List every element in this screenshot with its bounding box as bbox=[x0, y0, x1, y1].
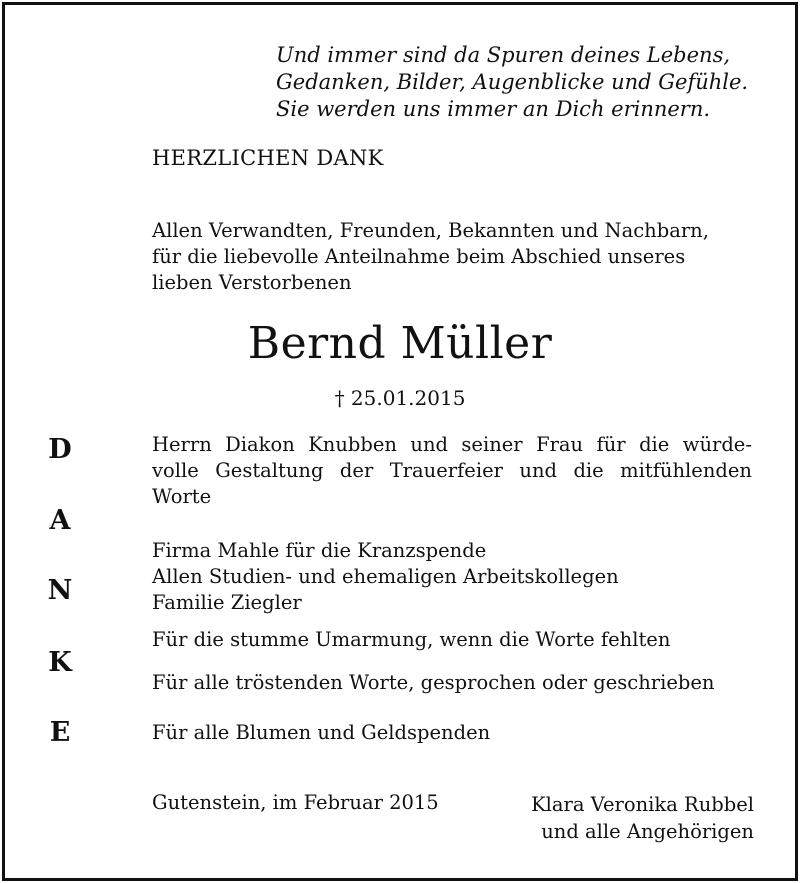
word: Knubben bbox=[308, 433, 397, 456]
word: der bbox=[339, 459, 374, 482]
thanks-diakon-line-2 bbox=[152, 458, 752, 484]
word: für bbox=[596, 433, 626, 456]
intro-text bbox=[152, 218, 752, 296]
side-letter-k: K bbox=[48, 647, 72, 678]
death-date: † 25.01.2015 bbox=[334, 386, 466, 410]
side-letter-n: N bbox=[47, 575, 73, 606]
thanks-diakon bbox=[152, 432, 752, 510]
word: die bbox=[639, 433, 670, 456]
thanks-list-line-2: Allen Studien- und ehemaligen Arbeitskollegen bbox=[152, 565, 619, 588]
side-letter-a: A bbox=[49, 505, 71, 536]
word: Diakon bbox=[225, 433, 295, 456]
poem-line-1: Und immer sind da Spuren deines Lebens, bbox=[276, 43, 731, 67]
word: Frau bbox=[536, 433, 584, 456]
intro-line-1: Allen Verwandten, Freunden, Bekannten und Nachbarn, bbox=[152, 219, 709, 242]
thanks-diakon-line-1 bbox=[152, 432, 752, 458]
thanks-embrace: Für die stumme Umarmung, wenn die Worte fehlten bbox=[152, 628, 671, 651]
signer-name: Klara Veronika Rubbel bbox=[531, 793, 754, 816]
intro-line-3: lieben Verstorbenen bbox=[152, 271, 352, 294]
signer-relatives: und alle Angehörigen bbox=[541, 820, 754, 843]
word: seiner bbox=[461, 433, 523, 456]
word: die bbox=[573, 459, 604, 482]
word: Trauerfeier bbox=[389, 459, 503, 482]
signature-block bbox=[531, 791, 754, 845]
word: würde- bbox=[682, 433, 752, 456]
thanks-diakon-line-3: Worte bbox=[152, 485, 212, 508]
thanks-words: Für alle tröstenden Worte, gesprochen oder geschrieben bbox=[152, 671, 715, 694]
deceased-name: Bernd Müller bbox=[247, 318, 553, 369]
heading: HERZLICHEN DANK bbox=[152, 146, 384, 170]
place-date: Gutenstein, im Februar 2015 bbox=[152, 791, 439, 814]
intro-line-2: für die liebevolle Anteilnahme beim Abschied unseres bbox=[152, 245, 686, 268]
thanks-list-line-3: Familie Ziegler bbox=[152, 591, 302, 614]
word: Gestaltung bbox=[215, 459, 324, 482]
word: und bbox=[519, 459, 557, 482]
word: und bbox=[410, 433, 448, 456]
word: Herrn bbox=[152, 433, 212, 456]
thanks-list-line-1: Firma Mahle für die Kranzspende bbox=[152, 539, 487, 562]
thanks-flowers: Für alle Blumen und Geldspenden bbox=[152, 721, 491, 744]
side-letter-e: E bbox=[49, 717, 71, 748]
poem-line-2: Gedanken, Bilder, Augenblicke und Gefühle. bbox=[276, 70, 749, 94]
word: mitfühlenden bbox=[620, 459, 752, 482]
word: volle bbox=[152, 459, 199, 482]
side-letter-d: D bbox=[48, 434, 72, 465]
thanks-list bbox=[152, 538, 752, 616]
poem bbox=[276, 42, 754, 123]
poem-line-3: Sie werden uns immer an Dich erinnern. bbox=[276, 97, 711, 121]
